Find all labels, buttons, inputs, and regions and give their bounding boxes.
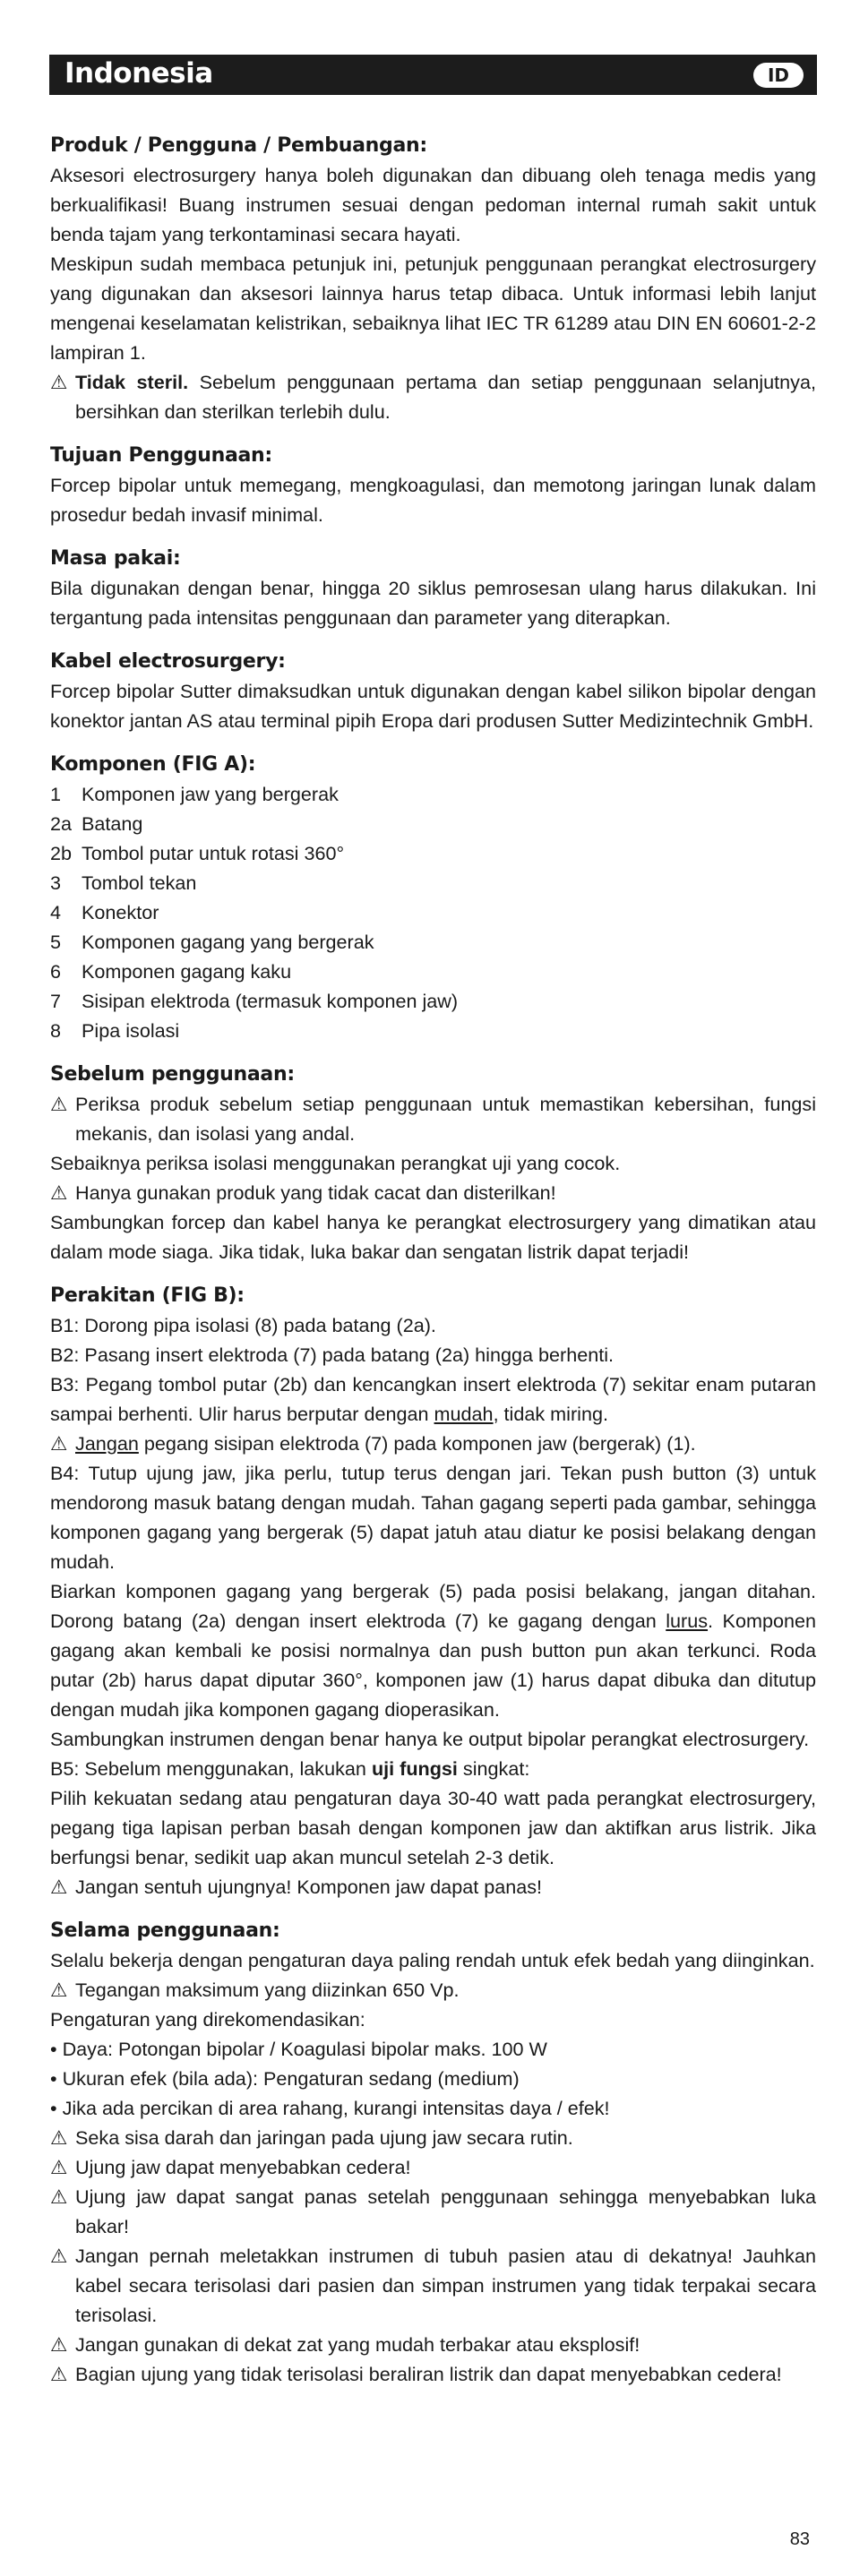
bold-text: uji fungsi	[371, 1757, 458, 1780]
warning-note	[50, 2241, 816, 2330]
section-sebelum-penggunaan	[50, 1060, 816, 1267]
section-tujuan	[50, 441, 816, 529]
section-heading: Masa pakai:	[50, 547, 181, 570]
component-number: 4	[50, 901, 62, 923]
section-selama-penggunaan	[50, 1916, 816, 2389]
section-heading: Perakitan (FIG B):	[50, 1284, 245, 1307]
component-number: 1	[50, 783, 62, 805]
warning-bold-text: Tidak steril.	[75, 371, 189, 393]
warning-text: Jangan gunakan di dekat zat yang mudah terbakar atau eksplosif!	[75, 2333, 640, 2356]
warning-icon: ⚠	[50, 2363, 68, 2385]
underlined-text: Jangan	[75, 1432, 139, 1455]
warning-note	[50, 2182, 816, 2241]
component-number: 2a	[50, 812, 73, 835]
underlined-text: mudah	[434, 1403, 494, 1425]
paragraph: Forcep bipolar Sutter dimaksudkan untuk digunakan dengan kabel silikon bipolar dengan konektor jantan AS atau terminal pipih Eropa dari produsen Sutter Medizintechnik GmbH.	[50, 680, 816, 732]
warning-text: Sebelum penggunaan pertama dan setiap penggunaan selanjutnya, bersihkan dan sterilkan terlebih dulu.	[75, 371, 816, 423]
warning-text: Hanya gunakan produk yang tidak cacat dan disterilkan!	[75, 1181, 556, 1204]
warning-icon: ⚠	[50, 371, 68, 393]
paragraph: Bila digunakan dengan benar, hingga 20 siklus pemrosesan ulang harus dilakukan. Ini tergantung pada intensitas penggunaan dan parameter yang diterapkan.	[50, 577, 816, 629]
warning-note	[50, 1872, 816, 1902]
paragraph: Forcep bipolar untuk memegang, mengkoagulasi, dan memotong jaringan lunak dalam prosedur bedah invasif minimal.	[50, 474, 816, 526]
step-b3: B3: Pegang tombol putar (2b) dan kencangkan insert elektroda (7) sekitar enam putaran sampai berhenti. Ulir harus berputar dengan mudah, tidak miring.	[50, 1373, 816, 1425]
component-number: 7	[50, 990, 62, 1012]
section-masa-pakai	[50, 544, 816, 632]
component-list-item	[50, 1016, 816, 1045]
section-kabel	[50, 647, 816, 735]
component-label: Batang	[82, 812, 143, 835]
paragraph: Sambungkan instrumen dengan benar hanya ke output bipolar perangkat electrosurgery.	[50, 1728, 810, 1750]
step-b5: B5: Sebelum menggunakan, lakukan uji fungsi singkat:	[50, 1757, 530, 1780]
warning-icon: ⚠	[50, 1876, 68, 1898]
component-list-item	[50, 779, 816, 809]
bullet-icon: •	[50, 2067, 57, 2090]
warning-note	[50, 1089, 816, 1148]
warning-icon: ⚠	[50, 2333, 68, 2356]
component-list-item	[50, 838, 816, 868]
component-label: Tombol tekan	[82, 872, 197, 894]
step-b2: B2: Pasang insert elektroda (7) pada batang (2a) hingga berhenti.	[50, 1344, 615, 1366]
warning-text: Ujung jaw dapat menyebabkan cedera!	[75, 2156, 411, 2178]
step-b4: B4: Tutup ujung jaw, jika perlu, tutup terus dengan jari. Tekan push button (3) untuk mendorong masuk batang dengan mudah. Tahan gagang seperti pada gambar, sehingga komponen gagang yang bergerak (5) dapat jatuh atau diatur ke posisi belakang dengan mudah.	[50, 1462, 816, 1573]
step-b1: B1: Dorong pipa isolasi (8) pada batang (2a).	[50, 1314, 436, 1336]
language-title: Indonesia	[64, 57, 213, 90]
warning-note	[50, 1975, 816, 2005]
paragraph: Selalu bekerja dengan pengaturan daya paling rendah untuk efek bedah yang diinginkan.	[50, 1949, 815, 1971]
component-label: Komponen gagang kaku	[82, 960, 292, 983]
language-header-bar	[49, 55, 817, 95]
section-heading: Sebelum penggunaan:	[50, 1063, 295, 1086]
warning-text: Periksa produk sebelum setiap penggunaan untuk memastikan kebersihan, fungsi mekanis, dan isolasi yang andal.	[75, 1093, 816, 1145]
warning-text: Bagian ujung yang tidak terisolasi beraliran listrik dan dapat menyebabkan cedera!	[75, 2363, 782, 2385]
component-number: 2b	[50, 842, 73, 864]
page-number: 83	[789, 2529, 810, 2549]
component-label: Konektor	[82, 901, 159, 923]
section-komponen	[50, 750, 816, 1045]
warning-icon: ⚠	[50, 2245, 68, 2267]
bullet-item: • Daya: Potongan bipolar / Koagulasi bipolar maks. 100 W	[50, 2038, 547, 2060]
component-number: 3	[50, 872, 62, 894]
component-list-item	[50, 809, 816, 838]
paragraph: Aksesori electrosurgery hanya boleh digunakan dan dibuang oleh tenaga medis yang berkualifikasi! Buang instrumen sesuai dengan pedoman internal rumah sakit untuk benda tajam yang terkontaminasi secara hayati.	[50, 164, 816, 245]
section-produk	[50, 131, 816, 426]
paragraph: Sebaiknya periksa isolasi menggunakan perangkat uji yang cocok.	[50, 1152, 621, 1174]
warning-icon: ⚠	[50, 1432, 68, 1455]
warning-icon: ⚠	[50, 2185, 68, 2208]
warning-note	[50, 2330, 816, 2359]
document-body	[50, 131, 816, 2403]
paragraph: Meskipun sudah membaca petunjuk ini, petunjuk penggunaan perangkat electrosurgery yang digunakan dan aksesori lainnya harus tetap dibaca. Untuk informasi lebih lanjut mengenai keselamatan kelistrikan, sebaiknya lihat IEC TR 61289 atau DIN EN 60601-2-2 lampiran 1.	[50, 253, 816, 364]
warning-icon: ⚠	[50, 1979, 68, 2001]
component-label: Pipa isolasi	[82, 1019, 180, 1042]
warning-text: Seka sisa darah dan jaringan pada ujung jaw secara rutin.	[75, 2126, 573, 2149]
section-heading: Selama penggunaan:	[50, 1919, 280, 1942]
warning-icon: ⚠	[50, 2126, 68, 2149]
section-heading: Komponen (FIG A):	[50, 753, 256, 776]
warning-note	[50, 1178, 816, 1207]
warning-text: Tegangan maksimum yang diizinkan 650 Vp.	[75, 1979, 460, 2001]
bullet-item: • Jika ada percikan di area rahang, kurangi intensitas daya / efek!	[50, 2097, 610, 2119]
underlined-text: lurus	[666, 1610, 709, 1632]
component-list-item	[50, 897, 816, 927]
component-number: 8	[50, 1019, 62, 1042]
component-list-item	[50, 957, 816, 986]
warning-text: Ujung jaw dapat sangat panas setelah penggunaan sehingga menyebabkan luka bakar!	[75, 2185, 816, 2237]
component-list-item	[50, 868, 816, 897]
bullet-icon: •	[50, 2038, 57, 2060]
component-label: Komponen gagang yang bergerak	[82, 931, 374, 953]
warning-icon: ⚠	[50, 2156, 68, 2178]
section-heading: Produk / Pengguna / Pembuangan:	[50, 134, 427, 157]
warning-note	[50, 367, 816, 426]
warning-note	[50, 2123, 816, 2152]
warning-icon: ⚠	[50, 1181, 68, 1204]
component-list-item	[50, 927, 816, 957]
warning-note	[50, 1429, 816, 1458]
paragraph: Pengaturan yang direkomendasikan:	[50, 2008, 365, 2031]
component-label: Tombol putar untuk rotasi 360°	[82, 842, 345, 864]
component-label: Sisipan elektroda (termasuk komponen jaw)	[82, 990, 459, 1012]
component-list-item	[50, 986, 816, 1016]
component-number: 6	[50, 960, 62, 983]
warning-icon: ⚠	[50, 1093, 68, 1115]
warning-note	[50, 2359, 816, 2389]
language-code-badge: ID	[753, 63, 804, 88]
section-perakitan	[50, 1281, 816, 1902]
paragraph: Pilih kekuatan sedang atau pengaturan daya 30-40 watt pada perangkat electrosurgery, pegang tiga lapisan perban basah dengan komponen jaw dan aktifkan arus listrik. Jika berfungsi benar, sedikit uap akan muncul setelah 2-3 detik.	[50, 1787, 816, 1868]
section-heading: Tujuan Penggunaan:	[50, 444, 272, 467]
warning-text: Jangan sentuh ujungnya! Komponen jaw dapat panas!	[75, 1876, 543, 1898]
component-number: 5	[50, 931, 62, 953]
bullet-icon: •	[50, 2097, 57, 2119]
component-label: Komponen jaw yang bergerak	[82, 783, 339, 805]
bullet-item: • Ukuran efek (bila ada): Pengaturan sedang (medium)	[50, 2067, 520, 2090]
section-heading: Kabel electrosurgery:	[50, 650, 286, 673]
paragraph: Sambungkan forcep dan kabel hanya ke perangkat electrosurgery yang dimatikan atau dalam mode siaga. Jika tidak, luka bakar dan sengatan listrik dapat terjadi!	[50, 1211, 816, 1263]
paragraph: Biarkan komponen gagang yang bergerak (5) pada posisi belakang, jangan ditahan. Dorong batang (2a) dengan insert elektroda (7) ke gagang dengan lurus. Komponen gagang akan kembali ke posisi normalnya dan push button pun akan terkunci. Roda putar (2b) harus dapat diputar 360°, komponen jaw (1) harus dapat dibuka dan ditutup dengan mudah jika komponen gagang dioperasikan.	[50, 1580, 816, 1721]
warning-text: Jangan pernah meletakkan instrumen di tubuh pasien atau di dekatnya! Jauhkan kabel secara terisolasi dari pasien dan simpan instrumen yang tidak terpakai secara terisolasi.	[75, 2245, 816, 2326]
warning-note	[50, 2152, 816, 2182]
warning-text: pegang sisipan elektroda (7) pada komponen jaw (bergerak) (1).	[138, 1432, 696, 1455]
